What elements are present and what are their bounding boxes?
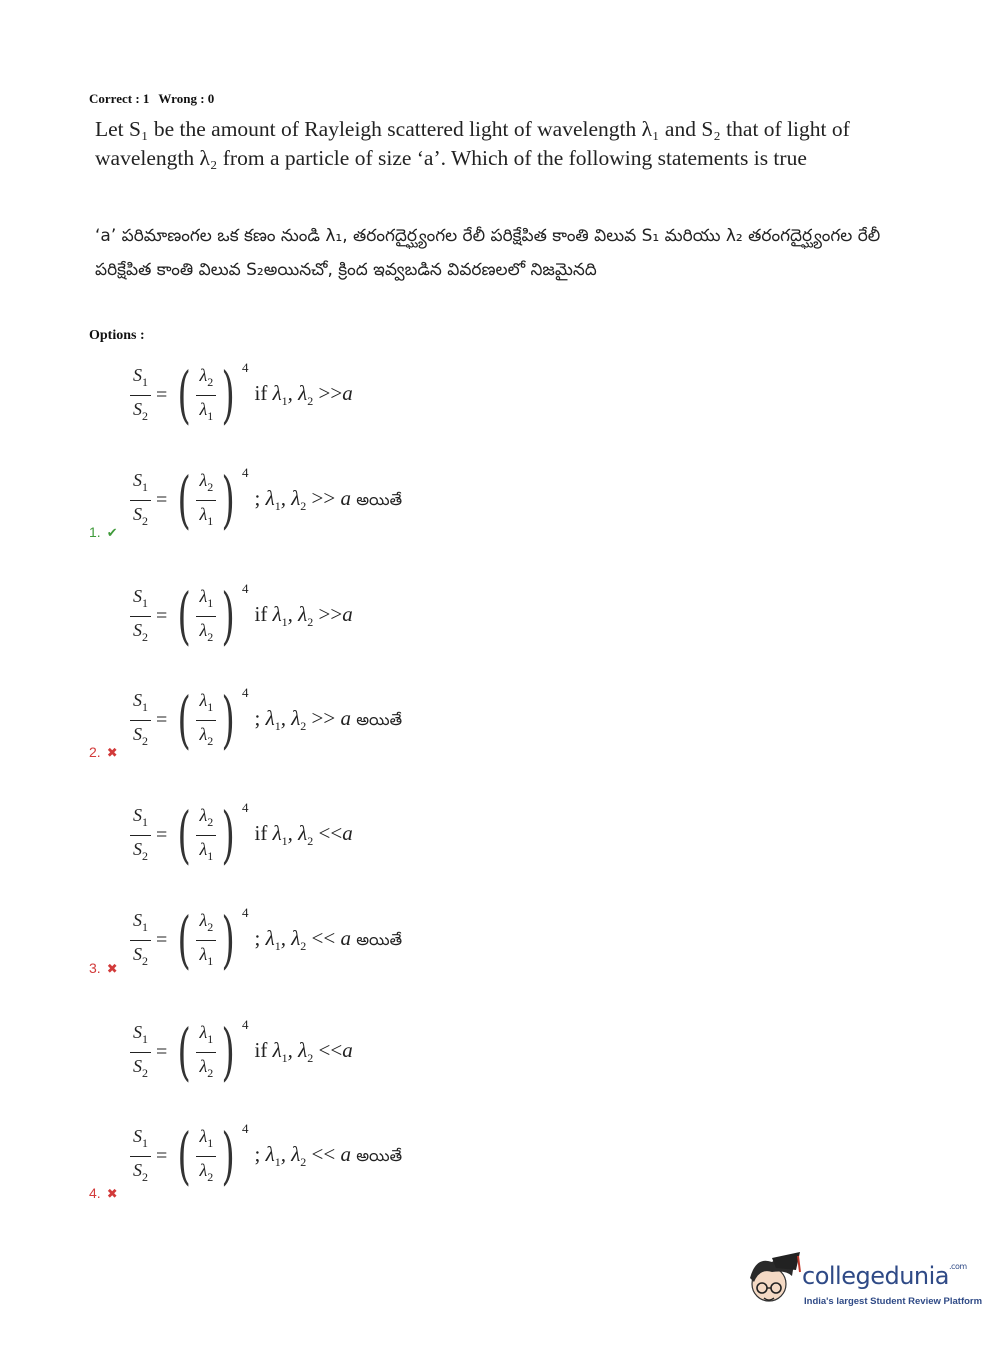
condition: if $\lambda_1$, $\lambda_2 >>a$: [254, 381, 353, 408]
lambda-ratio-power: ( $\frac{\lambda_2}{\lambda_1}$ ) 4: [177, 463, 249, 536]
condition: ; $\lambda_1$, $\lambda_2 << a$ అయితే: [254, 1142, 403, 1169]
cross-icon: ✖: [106, 961, 118, 976]
s-ratio: $\frac{S_1}{S_2}$: [130, 1125, 151, 1188]
lambda-ratio-power: ( $\frac{\lambda_2}{\lambda_1}$ ) 4: [177, 358, 249, 431]
lambda-ratio-power: ( $\frac{\lambda_1}{\lambda_2}$ ) 4: [177, 1015, 249, 1088]
brand-suffix: .com: [949, 1262, 967, 1271]
brand-name[interactable]: [802, 1262, 967, 1290]
s-ratio: $\frac{S_1}{S_2}$: [130, 689, 151, 752]
cross-icon: ✖: [106, 745, 118, 760]
condition: if $\lambda_1$, $\lambda_2 <<a$: [254, 1038, 353, 1065]
cross-icon: ✖: [106, 1186, 118, 1201]
option-2-formula-telugu: $\frac{S_1}{S_2}$ = ( $\frac{\lambda_1}{\lambda_2}$ ) 4 ; $\lambda_1$, $\lambda_2 >> a$ అయితే: [130, 682, 402, 758]
condition: ; $\lambda_1$, $\lambda_2 >> a$ అయితే: [254, 486, 403, 513]
s-ratio: $\frac{S_1}{S_2}$: [130, 1021, 151, 1084]
options-label: Options :: [89, 328, 145, 343]
brand-name-text: collegedunia: [802, 1262, 950, 1290]
option-1-number[interactable]: [89, 524, 118, 541]
checkmark-icon: ✔: [106, 525, 118, 540]
condition: if $\lambda_1$, $\lambda_2 >>a$: [254, 602, 353, 629]
option-3-number[interactable]: [89, 960, 118, 977]
option-2-formula-english: $\frac{S_1}{S_2}$ = ( $\frac{\lambda_1}{\lambda_2}$ ) 4 if $\lambda_1$, $\lambda_2 >>a$: [130, 578, 353, 654]
lambda-ratio-power: ( $\frac{\lambda_1}{\lambda_2}$ ) 4: [177, 1119, 249, 1192]
option-number-label: 2.: [89, 744, 101, 760]
wrong-count: Wrong : 0: [158, 91, 215, 106]
s-ratio: $\frac{S_1}{S_2}$: [130, 804, 151, 867]
lambda-ratio-power: ( $\frac{\lambda_2}{\lambda_1}$ ) 4: [177, 903, 249, 976]
option-number-label: 1.: [89, 524, 101, 540]
option-1-formula-english: $\frac{S_1}{S_2}$ = ( $\frac{\lambda_2}{\lambda_1}$ ) 4 if $\lambda_1$, $\lambda_2 >>a$: [130, 357, 353, 433]
option-4-number[interactable]: [89, 1185, 118, 1202]
question-text-telugu: ‘a’ పరిమాణంగల ఒక కణం నుండి λ₁, తరంగదైర్ఘ్యంగల రేలీ పరిక్షేపిత కాంతి విలువ S₁ మరియు λ₂ తరంగదైర్ఘ్యంగల రేలీ పరిక్షేపిత కాంతి విలువ S₂అయినచో, క్రింద ఇవ్వబడిన వివరణలలో నిజమైనది: [95, 226, 881, 280]
option-3-formula-english: $\frac{S_1}{S_2}$ = ( $\frac{\lambda_2}{\lambda_1}$ ) 4 if $\lambda_1$, $\lambda_2 <<a$: [130, 797, 353, 873]
lambda-ratio-power: ( $\frac{\lambda_2}{\lambda_1}$ ) 4: [177, 798, 249, 871]
condition: ; $\lambda_1$, $\lambda_2 << a$ అయితే: [254, 926, 403, 953]
option-3-formula-telugu: $\frac{S_1}{S_2}$ = ( $\frac{\lambda_2}{\lambda_1}$ ) 4 ; $\lambda_1$, $\lambda_2 << a$ అయితే: [130, 902, 402, 978]
s-ratio: $\frac{S_1}{S_2}$: [130, 364, 151, 427]
question-text-english: Let S₁ be the amount of Rayleigh scattered light of wavelength λ₁ and S₂ that of light of wavelength λ₂ from a particle of size ‘a’. Which of the following statements is true: [95, 117, 850, 170]
option-number-label: 3.: [89, 960, 101, 976]
brand-tagline: India's largest Student Review Platform: [804, 1296, 983, 1307]
option-2-number[interactable]: [89, 744, 118, 761]
option-4-formula-english: $\frac{S_1}{S_2}$ = ( $\frac{\lambda_1}{\lambda_2}$ ) 4 if $\lambda_1$, $\lambda_2 <<a$: [130, 1014, 353, 1090]
option-1-formula-telugu: $\frac{S_1}{S_2}$ = ( $\frac{\lambda_2}{\lambda_1}$ ) 4 ; $\lambda_1$, $\lambda_2 >> a$ అయితే: [130, 462, 402, 538]
lambda-ratio-power: ( $\frac{\lambda_1}{\lambda_2}$ ) 4: [177, 683, 249, 756]
condition: ; $\lambda_1$, $\lambda_2 >> a$ అయితే: [254, 706, 403, 733]
condition: if $\lambda_1$, $\lambda_2 <<a$: [254, 821, 353, 848]
s-ratio: $\frac{S_1}{S_2}$: [130, 585, 151, 648]
correct-count: Correct : 1: [89, 91, 150, 106]
option-number-label: 4.: [89, 1185, 101, 1201]
lambda-ratio-power: ( $\frac{\lambda_1}{\lambda_2}$ ) 4: [177, 579, 249, 652]
option-4-formula-telugu: $\frac{S_1}{S_2}$ = ( $\frac{\lambda_1}{\lambda_2}$ ) 4 ; $\lambda_1$, $\lambda_2 << a$ అయితే: [130, 1118, 402, 1194]
score-line: [89, 91, 220, 107]
s-ratio: $\frac{S_1}{S_2}$: [130, 469, 151, 532]
s-ratio: $\frac{S_1}{S_2}$: [130, 909, 151, 972]
